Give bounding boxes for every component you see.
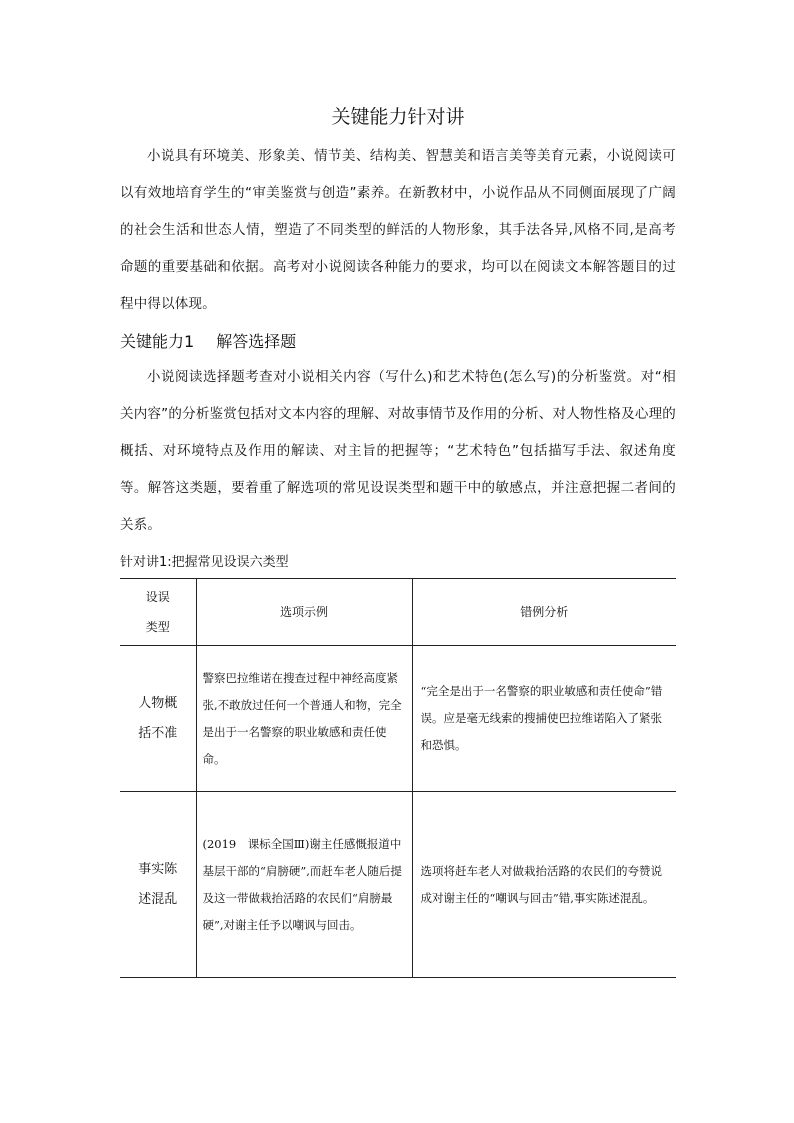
row-example: (2019 课标全国Ⅲ)谢主任感慨报道中基层干部的“肩膀硬”,而赶车老人随后提及这一带做栽抬活路的农民们“肩膀最硬”,对谢主任予以嘲讽与回击。 <box>196 792 412 978</box>
section-title: 解答选择题 <box>216 332 297 351</box>
row-example: 警察巴拉维诺在搜查过程中神经高度紧张,不敢放过任何一个普通人和物，完全是出于一名警察的职业敏感和责任使命。 <box>196 646 412 792</box>
table-header-row <box>120 579 676 646</box>
table-row <box>120 792 676 978</box>
row-error-type-line1: 事实陈 <box>138 861 178 877</box>
row-error-type-line1: 人物概 <box>138 695 178 711</box>
row-error-type <box>120 646 196 792</box>
header-error-type <box>120 579 196 646</box>
header-error-type-line1: 设误 <box>145 590 170 604</box>
row-error-type-line2: 述混乱 <box>138 891 178 907</box>
document-page <box>120 104 676 978</box>
row-error-type <box>120 792 196 978</box>
intro-paragraph: 小说具有环境美、形象美、情节美、结构美、智慧美和语言美等美育元素，小说阅读可以有效地培育学生的“审美鉴赏与创造”素养。在新教材中，小说作品从不同侧面展现了广阔的社会生活和世态人情，塑造了不同类型的鲜活的人物形象，其手法各异,风格不同,是高考命题的重要基础和依据。高考对小说阅读各种能力的要求，均可以在阅读文本解答题目的过程中得以体现。 <box>120 148 676 312</box>
table-row <box>120 646 676 792</box>
section-label: 关键能力1 <box>120 332 195 351</box>
page-title: 关键能力针对讲 <box>331 106 465 128</box>
table-caption: 针对讲1:把握常见设误六类型 <box>120 555 289 570</box>
row-analysis: “完全是出于一名警察的职业敏感和责任使命”错误。应是毫无线索的搜捕使巴拉维诺陷入了紧张和恐惧。 <box>412 646 676 792</box>
error-types-table <box>120 578 676 978</box>
section-paragraph: 小说阅读选择题考查对小说相关内容（写什么)和艺术特色(怎么写)的分析鉴赏。对“相关内容”的分析鉴赏包括对文本内容的理解、对故事情节及作用的分析、对人物性格及心理的概括、对环境特点及作用的解读、对主旨的把握等；“艺术特色”包括描写手法、叙述角度等。解答这类题，要着重了解选项的常见设误类型和题干中的敏感点，并注意把握二者间的关系。 <box>120 369 676 533</box>
row-error-type-line2: 括不准 <box>138 725 178 741</box>
header-analysis: 错例分析 <box>412 579 676 646</box>
section-heading <box>120 327 676 357</box>
header-error-type-line2: 类型 <box>145 620 170 634</box>
header-example: 选项示例 <box>196 579 412 646</box>
row-analysis: 选项将赶车老人对做栽抬活路的农民们的夸赞说成对谢主任的“嘲讽与回击”错,事实陈述混乱。 <box>412 792 676 978</box>
